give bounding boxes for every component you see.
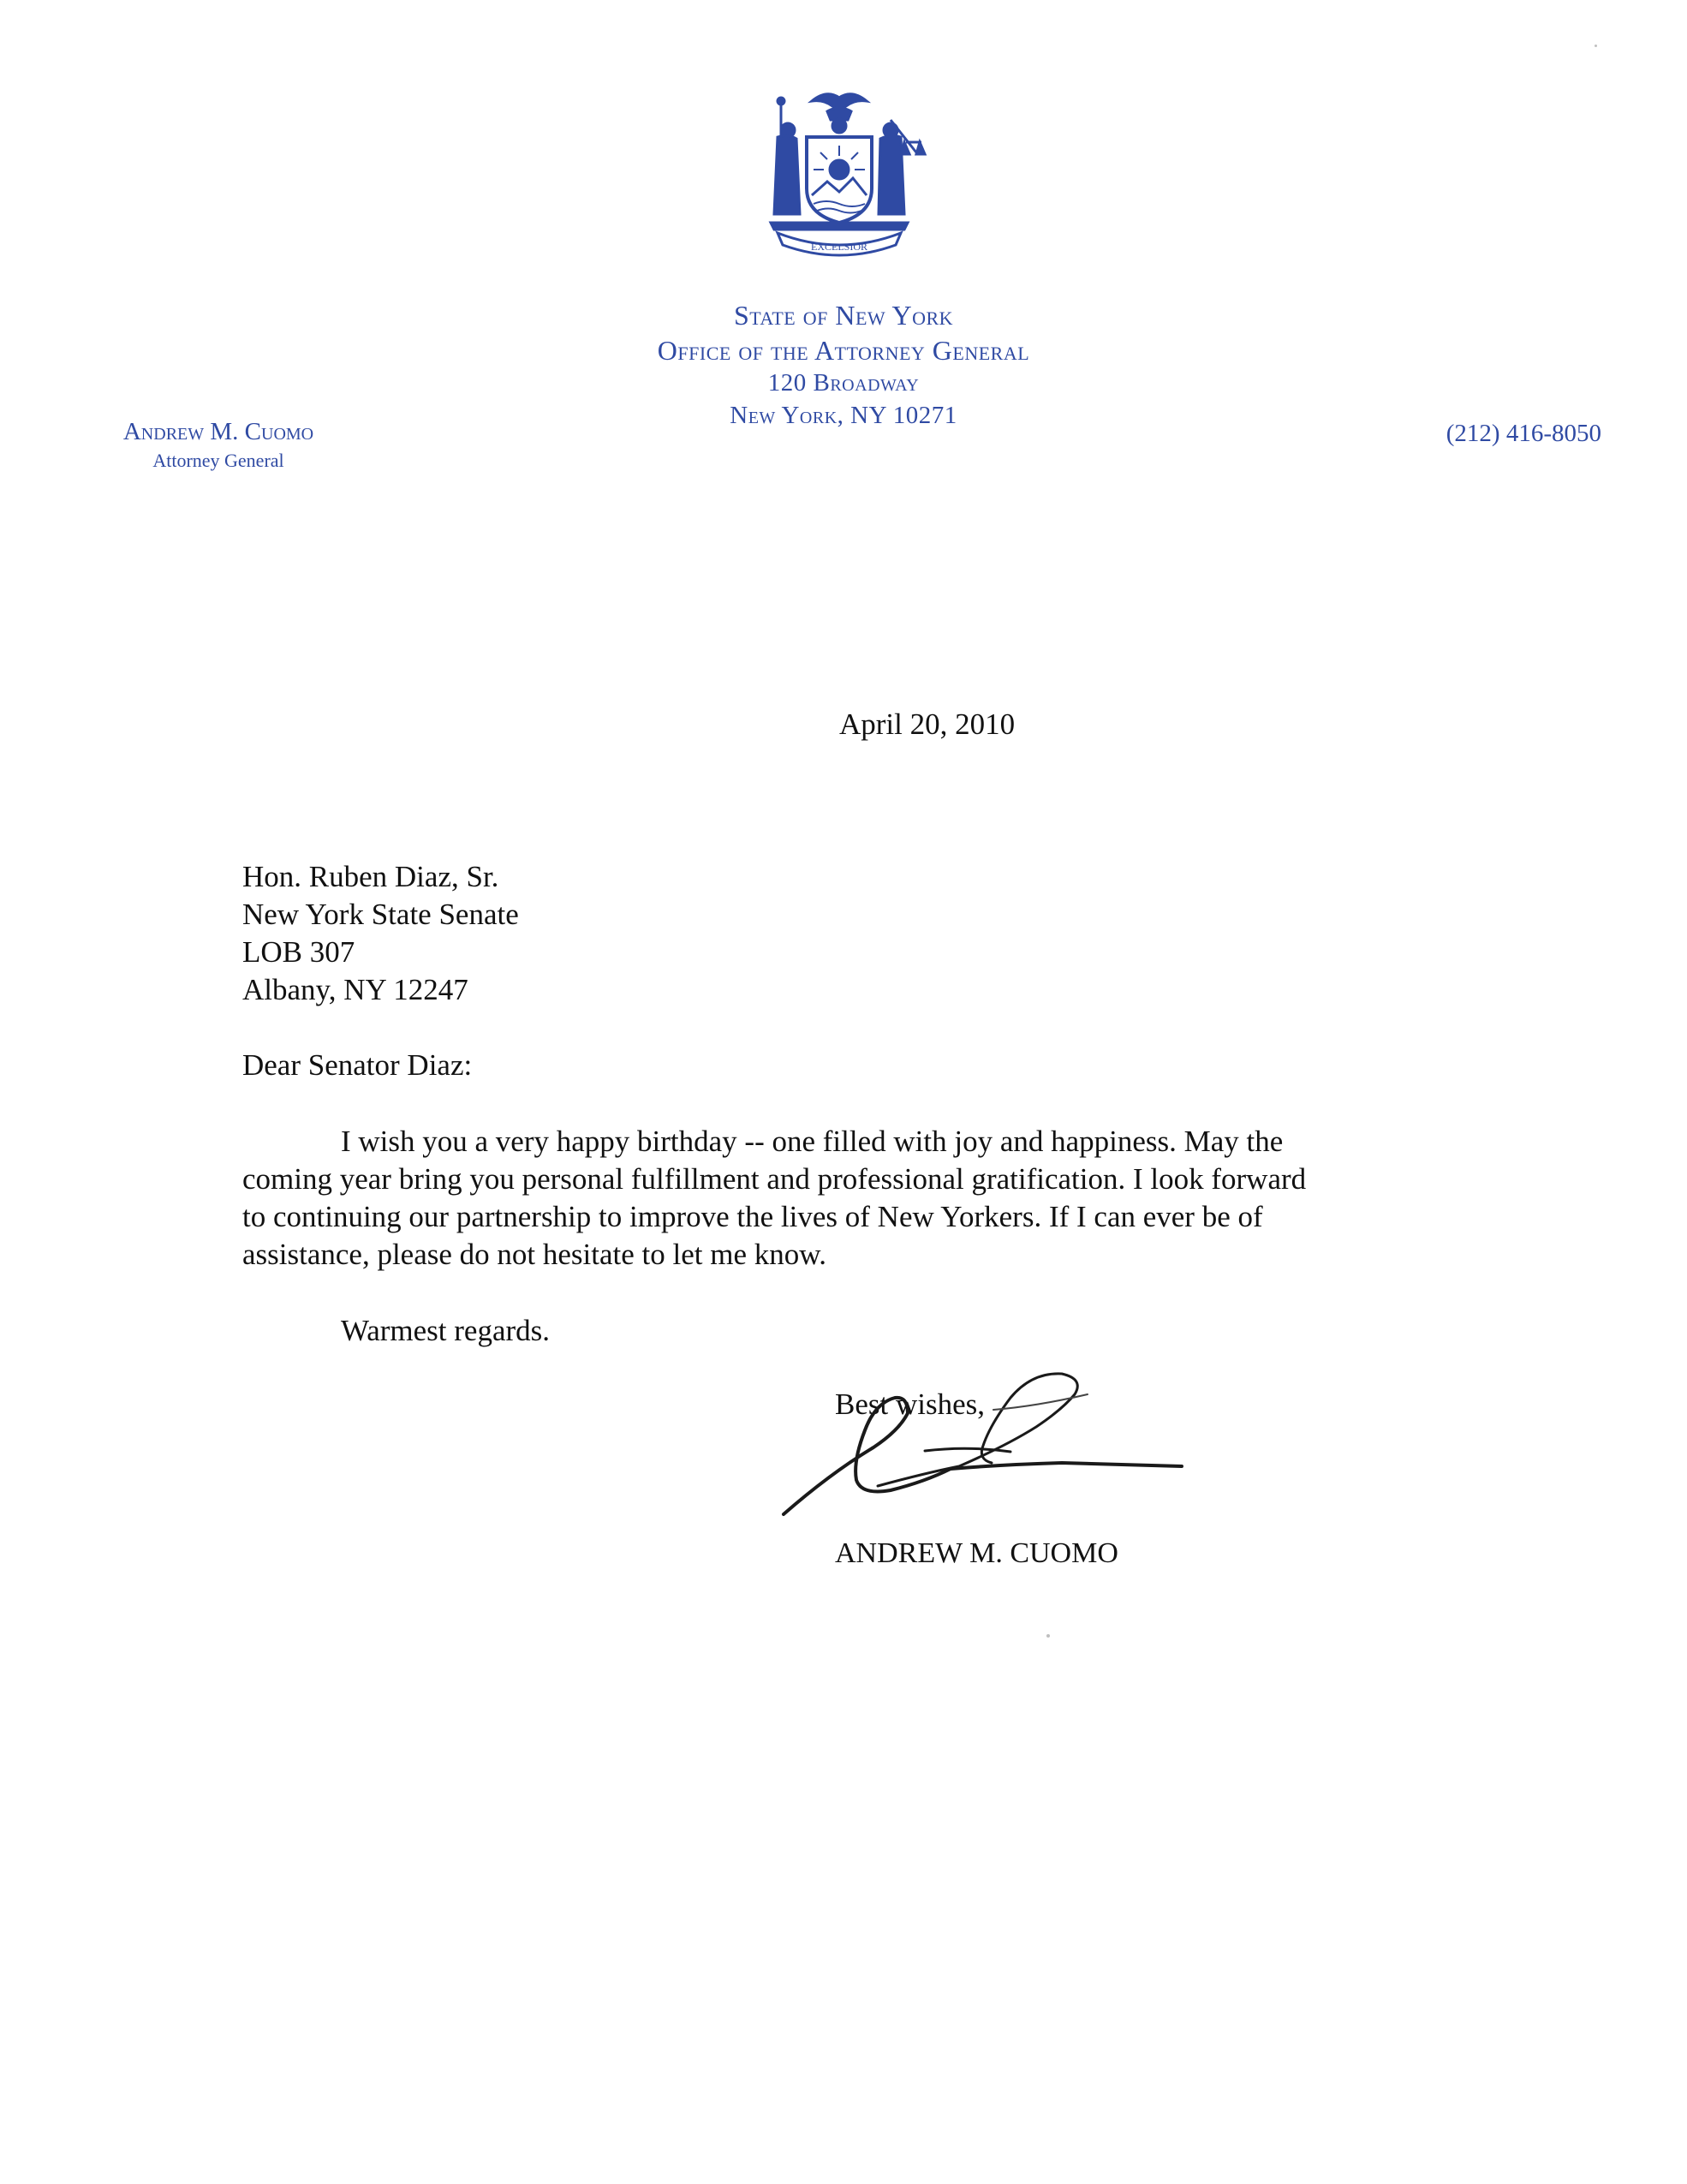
signature-icon	[779, 1345, 1199, 1542]
office-phone: (212) 416-8050	[1446, 420, 1601, 447]
salutation: Dear Senator Diaz:	[242, 1048, 473, 1082]
letter-date: April 20, 2010	[839, 707, 1016, 741]
closing: Warmest regards.	[341, 1314, 551, 1347]
scan-speck	[1046, 1634, 1050, 1638]
body-line: to continuing our partnership to improve the lives of New Yorkers. If I can ever be of	[242, 1200, 1263, 1233]
state-seal-icon	[745, 86, 933, 261]
body-line: assistance, please do not hesitate to let me know.	[242, 1238, 826, 1271]
letterhead-street: 120 Broadway	[767, 369, 920, 397]
handwritten-closing: Best wishes,	[835, 1387, 985, 1421]
official-name: Andrew M. Cuomo	[122, 418, 314, 445]
signer-name: ANDREW M. CUOMO	[835, 1537, 1118, 1569]
recipient-line: New York State Senate	[242, 898, 519, 931]
letterhead-office: Office of the Attorney General	[657, 335, 1030, 366]
recipient-line: LOB 307	[242, 935, 355, 969]
seal-motto: EXCELSIOR	[811, 241, 867, 253]
letterhead-city: New York, NY 10271	[730, 402, 957, 429]
official-title: Attorney General	[152, 450, 284, 471]
body-line: coming year bring you personal fulfillment and professional gratification. I look forward	[242, 1162, 1307, 1196]
letterhead-state: State of New York	[733, 300, 954, 331]
recipient-line: Hon. Ruben Diaz, Sr.	[242, 860, 499, 893]
scan-speck	[1595, 45, 1597, 47]
body-line: I wish you a very happy birthday -- one filled with joy and happiness. May the	[341, 1125, 1284, 1158]
recipient-line: Albany, NY 12247	[242, 973, 468, 1006]
